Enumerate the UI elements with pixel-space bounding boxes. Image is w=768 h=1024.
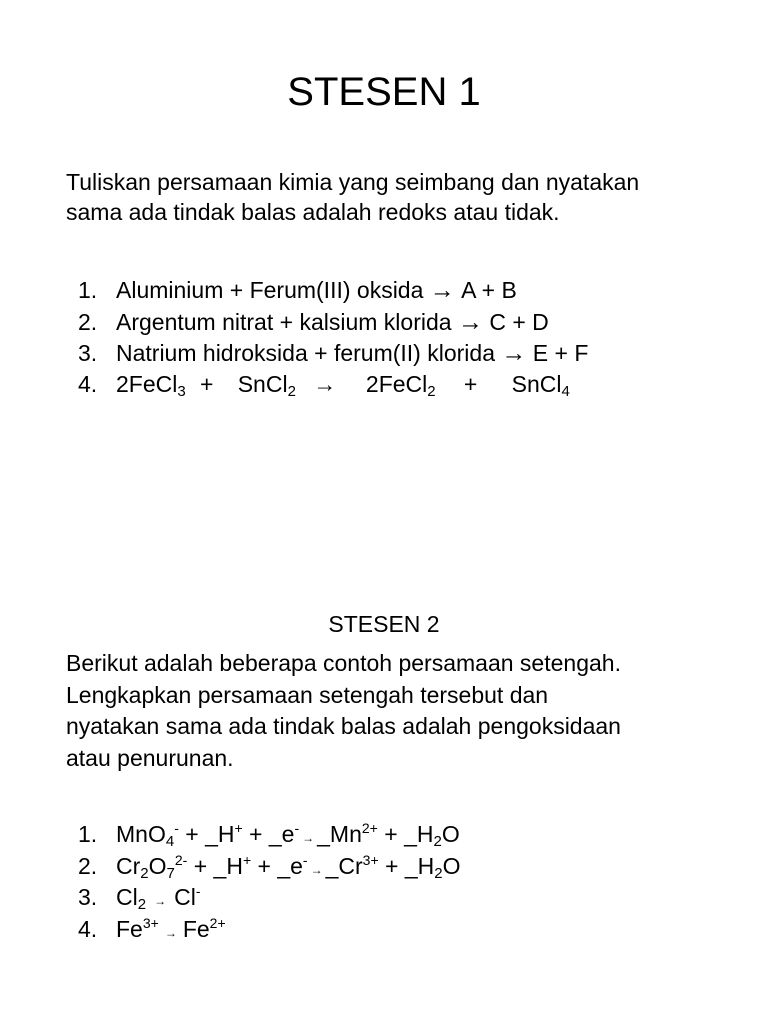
item-number: 2. xyxy=(78,852,98,879)
station2-instruction xyxy=(66,648,746,774)
station1-list xyxy=(78,276,758,402)
station2-instruction-line: nyatakan sama ada tindak balas adalah pengoksidaan xyxy=(66,713,621,739)
station2-title: STESEN 2 xyxy=(328,611,440,637)
subscript: 2 xyxy=(434,864,443,882)
item-number: 4. xyxy=(78,370,98,397)
formula-text: SnCl xyxy=(237,370,288,397)
superscript: - xyxy=(195,883,201,899)
item-number: 1. xyxy=(78,821,98,847)
station2-instruction-line: Berikut adalah beberapa contoh persamaan setengah. xyxy=(66,650,621,676)
list-item xyxy=(78,308,758,340)
formula-text: SnCl xyxy=(511,370,562,397)
equation-right: A + B xyxy=(461,277,517,303)
item-number: 1. xyxy=(78,277,98,303)
superscript: 3+ xyxy=(362,851,379,868)
item-number: 3. xyxy=(78,884,98,910)
equation-left: Argentum nitrat + kalsium klorida xyxy=(116,308,452,335)
superscript: + xyxy=(234,820,243,836)
formula-text: + _e xyxy=(242,821,295,847)
subscript: 7 xyxy=(166,864,175,882)
superscript: 2- xyxy=(174,851,188,868)
reaction-arrow: → xyxy=(501,339,527,367)
formula-text: Fe xyxy=(182,915,210,942)
formula-text: O xyxy=(441,821,460,847)
reaction-arrow: → xyxy=(164,925,177,940)
equation-left: Aluminium + Ferum(III) oksida xyxy=(116,277,424,303)
superscript: 2+ xyxy=(361,820,378,836)
equation-right: E + F xyxy=(532,340,589,366)
superscript: 2+ xyxy=(209,914,226,931)
list-item xyxy=(78,853,758,885)
subscript: 2 xyxy=(140,864,149,882)
formula-text: + _H xyxy=(378,852,435,879)
formula-fecl2 xyxy=(366,371,436,398)
formula-text: + _H xyxy=(187,852,243,879)
station1-title: STESEN 1 xyxy=(287,70,481,114)
formula-text: O xyxy=(148,852,167,879)
station2-list xyxy=(78,821,758,947)
formula-text: + _H xyxy=(377,821,434,847)
reaction-arrow: → xyxy=(302,831,315,845)
station1-instruction-line: sama ada tindak balas adalah redoks atau tidak. xyxy=(66,199,560,225)
subscript: 2 xyxy=(427,382,436,400)
formula-sncl2 xyxy=(238,371,296,398)
station1-instruction-line: Tuliskan persamaan kimia yang seimbang dan nyatakan xyxy=(66,169,640,195)
superscript: + xyxy=(242,851,252,868)
subscript: 4 xyxy=(561,382,570,400)
formula-text: Cl xyxy=(174,884,196,910)
station2-instruction-line: atau penurunan. xyxy=(66,744,234,771)
formula-sncl4 xyxy=(512,371,570,398)
item-number: 2. xyxy=(78,308,98,335)
list-item xyxy=(78,339,758,371)
formula-text: _Mn xyxy=(317,821,362,847)
superscript: - xyxy=(294,820,300,836)
formula-text: Fe xyxy=(116,915,143,942)
item-number: 4. xyxy=(78,915,98,942)
list-item xyxy=(78,821,758,853)
list-item xyxy=(78,884,758,916)
station2-instruction-line: Lengkapkan persamaan setengah tersebut dan xyxy=(66,681,549,708)
list-item xyxy=(78,371,758,403)
formula-text: O xyxy=(442,852,461,879)
subscript: 2 xyxy=(137,896,147,913)
superscript: - xyxy=(302,851,308,868)
formula-text: MnO xyxy=(116,821,166,847)
superscript: - xyxy=(174,820,179,836)
reaction-arrow: → xyxy=(313,370,337,397)
subscript: 2 xyxy=(287,382,296,400)
formula-text: Cl xyxy=(116,884,138,910)
plus-sign: + xyxy=(463,370,478,397)
reaction-arrow: → xyxy=(457,307,483,336)
reaction-arrow: → xyxy=(429,276,455,304)
formula-text: 2FeCl xyxy=(365,370,428,397)
equation-left: Natrium hidroksida + ferum(II) klorida xyxy=(116,340,495,366)
item-number: 3. xyxy=(78,340,98,366)
reaction-arrow: → xyxy=(154,894,167,908)
plus-sign: + xyxy=(199,370,214,397)
formula-text: + _e xyxy=(251,852,303,879)
list-item xyxy=(78,916,758,948)
formula-text: Cr xyxy=(116,852,141,879)
formula-text: + _H xyxy=(178,821,235,847)
reaction-arrow: → xyxy=(310,862,323,877)
subscript: 3 xyxy=(177,382,186,400)
formula-fecl3 xyxy=(116,371,186,398)
formula-text: _Cr xyxy=(325,852,363,879)
equation-right: C + D xyxy=(489,308,549,335)
subscript: 2 xyxy=(433,833,442,850)
superscript: 3+ xyxy=(142,914,159,931)
list-item xyxy=(78,276,758,308)
station1-instruction xyxy=(66,167,746,227)
subscript: 4 xyxy=(165,833,175,850)
formula-text: 2FeCl xyxy=(116,370,178,397)
